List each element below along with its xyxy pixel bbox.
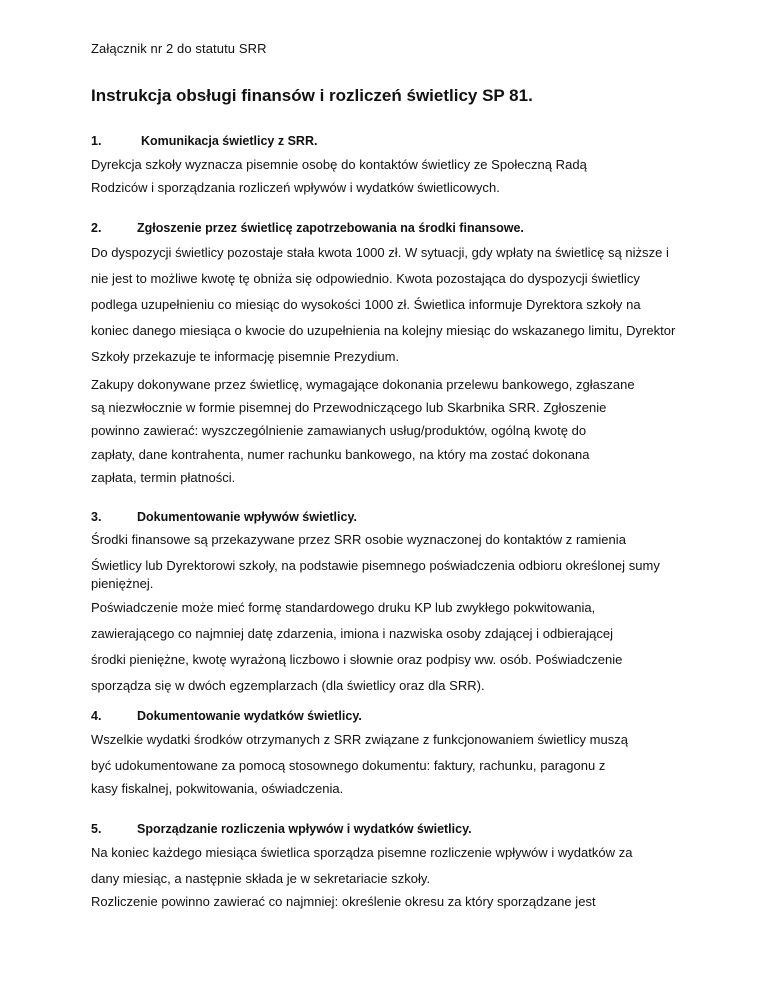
paragraph-line: Środki finansowe są przekazywane przez SRR osobie wyznaczonej do kontaktów z ramienia (91, 532, 626, 547)
paragraph-line: powinno zawierać: wyszczególnienie zamawianych usług/produktów, ogólną kwotę do (91, 423, 587, 438)
document-title: Instrukcja obsługi finansów i rozliczeń świetlicy SP 81. (91, 86, 533, 105)
attachment-note: Załącznik nr 2 do statutu SRR (91, 41, 267, 56)
paragraph-line: Na koniec każdego miesiąca świetlica sporządza pisemne rozliczenie wpływów i wydatków za (91, 845, 633, 860)
paragraph-line: Szkoły przekazuje te informację pisemnie Prezydium. (91, 349, 400, 364)
section-number: 1. (91, 134, 102, 148)
paragraph-line: Świetlicy lub Dyrektorowi szkoły, na podstawie pisemnego poświadczenia odbioru określonej sumy (91, 558, 660, 573)
section-number: 4. (91, 709, 102, 723)
section-heading: Dokumentowanie wpływów świetlicy. (137, 510, 357, 524)
paragraph-line: Do dyspozycji świetlicy pozostaje stała kwota 1000 zł. W sytuacji, gdy wpłaty na świetlicę są niższe i (91, 245, 669, 260)
paragraph-line: zapłata, termin płatności. (91, 470, 236, 485)
paragraph-line: Rozliczenie powinno zawierać co najmniej: określenie okresu za który sporządzane jest (91, 894, 596, 909)
section-number: 5. (91, 822, 102, 836)
paragraph-line: sporządza się w dwóch egzemplarzach (dla świetlicy oraz dla SRR). (91, 678, 485, 693)
paragraph-line: Poświadczenie może mieć formę standardowego druku KP lub zwykłego pokwitowania, (91, 600, 596, 615)
paragraph-line: zapłaty, dane kontrahenta, numer rachunku bankowego, na który ma zostać dokonana (91, 447, 590, 462)
paragraph-line: koniec danego miesiąca o kwocie do uzupełnienia na kolejny miesiąc do wskazanego limitu, Dyrektor (91, 323, 676, 338)
paragraph-line: być udokumentowane za pomocą stosownego dokumentu: faktury, rachunku, paragonu z (91, 758, 606, 773)
section-number: 2. (91, 221, 102, 235)
paragraph-line: podlega uzupełnieniu co miesiąc do wysokości 1000 zł. Świetlica informuje Dyrektora szkoły na (91, 297, 641, 312)
section-heading: Sporządzanie rozliczenia wpływów i wydatków świetlicy. (137, 822, 472, 836)
paragraph-line: Rodziców i sporządzania rozliczeń wpływów i wydatków świetlicowych. (91, 180, 500, 195)
paragraph-line: kasy fiskalnej, pokwitowania, oświadczenia. (91, 781, 344, 796)
section-number: 3. (91, 510, 102, 524)
paragraph-line: Dyrekcja szkoły wyznacza pisemnie osobę do kontaktów świetlicy ze Społeczną Radą (91, 157, 587, 172)
paragraph-line: nie jest to możliwe kwotę tę obniża się odpowiednio. Kwota pozostająca do dyspozycji świetlicy (91, 271, 640, 286)
section-heading: Dokumentowanie wydatków świetlicy. (137, 709, 362, 723)
paragraph-line: Wszelkie wydatki środków otrzymanych z SRR związane z funkcjonowaniem świetlicy muszą (91, 732, 629, 747)
paragraph-line: są niezwłocznie w formie pisemnej do Przewodniczącego lub Skarbnika SRR. Zgłoszenie (91, 400, 607, 415)
section-heading: Zgłoszenie przez świetlicę zapotrzebowania na środki finansowe. (137, 221, 524, 235)
paragraph-line: środki pieniężne, kwotę wyrażoną liczbowo i słownie oraz podpisy ww. osób. Poświadczenie (91, 652, 623, 667)
paragraph-line: pieniężnej. (91, 576, 154, 591)
paragraph-line: Zakupy dokonywane przez świetlicę, wymagające dokonania przelewu bankowego, zgłaszane (91, 377, 635, 392)
paragraph-line: zawierającego co najmniej datę zdarzenia, imiona i nazwiska osoby zdającej i odbierającej (91, 626, 614, 641)
paragraph-line: dany miesiąc, a następnie składa je w sekretariacie szkoły. (91, 871, 431, 886)
section-heading: Komunikacja świetlicy z SRR. (141, 134, 318, 148)
